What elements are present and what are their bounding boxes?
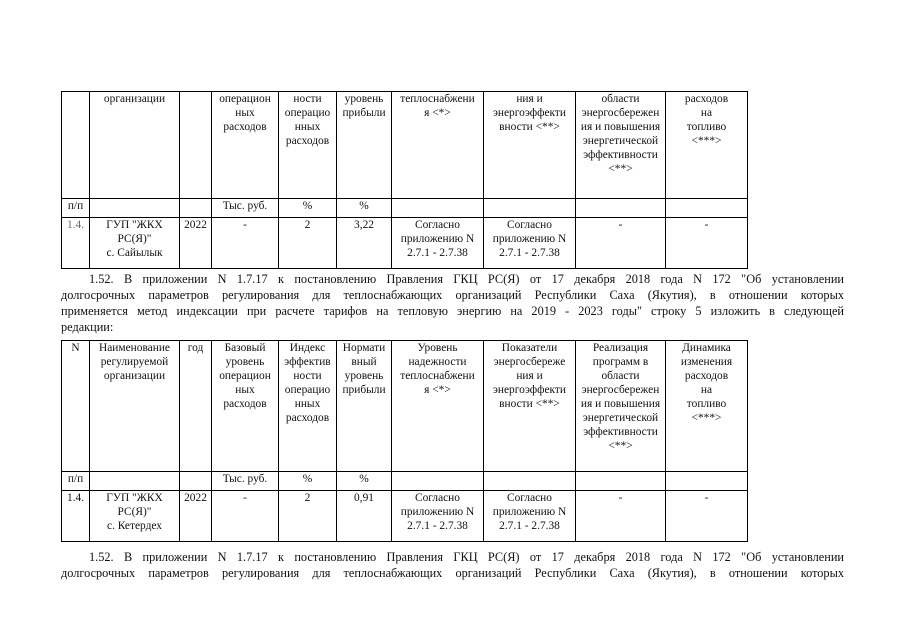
parameters-table-2 — [61, 340, 748, 542]
row-num: 1.4. — [62, 218, 90, 269]
header-energy-saving: Показатели энергосбереже ния и энергоэффекти вности <**> — [484, 341, 576, 472]
table-row — [62, 218, 748, 269]
row-energy: Согласно приложению N 2.7.1 - 2.7.38 — [484, 218, 576, 269]
paragraph-line: применяется метод индексации при расчете тарифов на тепловую энергию на 2019 - 2023 годы" строку 5 изложить в следующей — [61, 304, 844, 318]
header-reliability: Уровень надежности теплоснабжени я <*> — [392, 341, 484, 472]
header-reliability: теплоснабжени я <*> — [392, 92, 484, 199]
header-fuel-dynamics: Динамика изменения расходов на топливо <***> — [666, 341, 748, 472]
header-org: организации — [90, 92, 180, 199]
unit-norm: % — [337, 472, 392, 491]
header-year — [180, 92, 212, 199]
unit-norm: % — [337, 199, 392, 218]
paragraph-line: редакции: — [61, 320, 114, 334]
header-efficiency-index: ности операцио нных расходов — [279, 92, 337, 199]
table-header-row — [62, 341, 748, 472]
table-units-row — [62, 199, 748, 218]
row-dynamics: - — [666, 218, 748, 269]
row-year: 2022 — [180, 218, 212, 269]
header-org: Наименование регулируемой организации — [90, 341, 180, 472]
unit-base: Тыс. руб. — [212, 199, 279, 218]
header-fuel-dynamics: расходов на топливо <***> — [666, 92, 748, 199]
parameters-table-1 — [61, 91, 748, 269]
unit-num: п/п — [62, 199, 90, 218]
row-norm: 0,91 — [337, 491, 392, 542]
header-energy-saving: ния и энергоэффекти вности <**> — [484, 92, 576, 199]
row-org: ГУП "ЖКХ РС(Я)" с. Кетердех — [90, 491, 180, 542]
row-energy: Согласно приложению N 2.7.1 - 2.7.38 — [484, 491, 576, 542]
row-reliability: Согласно приложению N 2.7.1 - 2.7.38 — [392, 218, 484, 269]
row-base: - — [212, 491, 279, 542]
header-profit-level: уровень прибыли — [337, 92, 392, 199]
header-profit-level: Нормати вный уровень прибыли — [337, 341, 392, 472]
header-base-costs: операцион ных расходов — [212, 92, 279, 199]
header-programs: Реализация программ в области энергосбережен ия и повышения энергетической эффективности <**> — [576, 341, 666, 472]
row-dynamics: - — [666, 491, 748, 542]
header-programs: области энергосбережен ия и повышения энергетической эффективности <**> — [576, 92, 666, 199]
row-index: 2 — [279, 491, 337, 542]
paragraph-line: долгосрочных параметров регулирования для теплоснабжающих организаций Республики Саха (Якутия), в отношении которых — [61, 288, 844, 302]
row-year: 2022 — [180, 491, 212, 542]
row-norm: 3,22 — [337, 218, 392, 269]
paragraph-line: 1.52. В приложении N 1.7.17 к постановлению Правления ГКЦ РС(Я) от 17 декабря 2018 года N 172 "Об установлении — [89, 272, 844, 286]
header-num — [62, 92, 90, 199]
paragraph-line: долгосрочных параметров регулирования для теплоснабжающих организаций Республики Саха (Якутия), в отношении которых — [61, 566, 844, 580]
unit-num: п/п — [62, 472, 90, 491]
paragraph-line: 1.52. В приложении N 1.7.17 к постановлению Правления ГКЦ РС(Я) от 17 декабря 2018 года N 172 "Об установлении — [89, 550, 844, 564]
header-base-costs: Базовый уровень операцион ных расходов — [212, 341, 279, 472]
unit-base: Тыс. руб. — [212, 472, 279, 491]
header-year: год — [180, 341, 212, 472]
row-index: 2 — [279, 218, 337, 269]
amendment-paragraph-2 — [61, 549, 844, 581]
table-row — [62, 491, 748, 542]
table-units-row — [62, 472, 748, 491]
row-programs: - — [576, 218, 666, 269]
header-num: N — [62, 341, 90, 472]
row-base: - — [212, 218, 279, 269]
header-efficiency-index: Индекс эффектив ности операцио нных расходов — [279, 341, 337, 472]
unit-index: % — [279, 472, 337, 491]
row-org: ГУП "ЖКХ РС(Я)" с. Сайылык — [90, 218, 180, 269]
table-header-row — [62, 92, 748, 199]
row-reliability: Согласно приложению N 2.7.1 - 2.7.38 — [392, 491, 484, 542]
row-num: 1.4. — [62, 491, 90, 542]
row-programs: - — [576, 491, 666, 542]
unit-index: % — [279, 199, 337, 218]
amendment-paragraph-1 — [61, 271, 844, 335]
